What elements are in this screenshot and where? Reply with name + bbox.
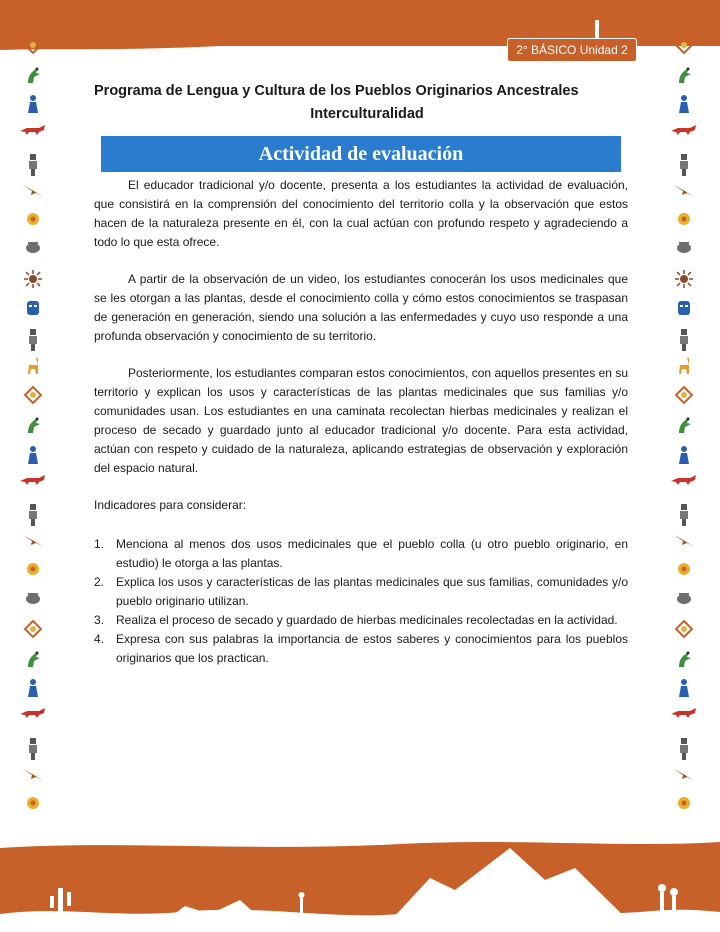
- diamond-ornament-icon: [667, 386, 701, 415]
- list-number: 4.: [94, 632, 105, 646]
- sun-ornament-icon: [667, 270, 701, 299]
- diamond-ornament-icon: [16, 620, 50, 649]
- fox-ornament-icon: [667, 707, 701, 736]
- bird-ornament-icon: [16, 415, 50, 444]
- condor-ornament-icon: [667, 182, 701, 211]
- program-title: Programa de Lengua y Cultura de los Pueblos Originarios Ancestrales: [94, 83, 579, 99]
- condor-ornament-icon: [16, 182, 50, 211]
- flower-ornament-icon: [667, 211, 701, 240]
- figure-ornament-icon: [16, 445, 50, 474]
- document-body: [94, 176, 628, 668]
- flower-ornament-icon: [667, 561, 701, 590]
- list-text: Expresa con sus palabras la importancia de estos saberes y conocimientos para los pueblos originarios que los practican.: [116, 632, 628, 665]
- left-ornament-column: [16, 36, 50, 824]
- indicators-heading: Indicadores para considerar:: [94, 498, 247, 512]
- list-text: Realiza el proceso de secado y guardado de hierbas medicinales recolectadas en la actividad.: [116, 613, 618, 627]
- pot-ornament-icon: [16, 591, 50, 620]
- condor-ornament-icon: [667, 766, 701, 795]
- landscape-footer-illustration: [0, 818, 720, 932]
- paragraph: Posteriormente, los estudiantes comparan estos conocimientos, con aquellos presentes en su territorio y explican los usos y características de las plantas medicinales que sus familias y/o comunidades usan. Los estudiantes en una caminata recolectan hierbas medicinales y realizan el proceso de secado y guardado junto al educador tradicional y/o docente. Para esta actividad, actúan con respeto y cuidado de la naturaleza, aplicando estrategias de observación y exploración del espacio natural.: [94, 366, 628, 475]
- bird-ornament-icon: [667, 649, 701, 678]
- list-text: Menciona al menos dos usos medicinales que el pueblo colla (u otro pueblo originario, en estudio) le otorga a las plantas.: [116, 537, 628, 570]
- list-item: [94, 611, 628, 630]
- totem-ornament-icon: [667, 503, 701, 532]
- fox-ornament-icon: [16, 474, 50, 503]
- fox-ornament-icon: [16, 124, 50, 153]
- bird-ornament-icon: [667, 65, 701, 94]
- program-subtitle: Interculturalidad: [310, 106, 424, 122]
- totem-ornament-icon: [667, 328, 701, 357]
- badge-tab: [595, 20, 599, 38]
- list-number: 2.: [94, 575, 105, 589]
- paragraph: El educador tradicional y/o docente, presenta a los estudiantes la actividad de evaluación, que consistirá en la comprensión del conocimiento del territorio colla y la observación que estos hacen de la naturaleza presente en él, con la cual actúan con profundo respeto y agradeciendo a todo lo que esta ofrece.: [94, 178, 628, 249]
- llama-ornament-icon: [667, 357, 701, 386]
- pot-ornament-icon: [667, 240, 701, 269]
- paragraph: A partir de la observación de un video, los estudiantes conocerán los usos medicinales que se les otorgan a las plantas, desde el conocimiento colla y cómo estos conocimientos se traspasan de generación en generación, siendo una solución a las enfermedades y cuyo uso responde a una profunda observación y conocimiento de su territorio.: [94, 272, 628, 343]
- totem-ornament-icon: [16, 737, 50, 766]
- indicators-list: [94, 535, 628, 668]
- figure-ornament-icon: [16, 678, 50, 707]
- figure-ornament-icon: [667, 678, 701, 707]
- figure-ornament-icon: [667, 94, 701, 123]
- right-ornament-column: [667, 36, 701, 824]
- list-number: 1.: [94, 537, 105, 551]
- bird-ornament-icon: [16, 649, 50, 678]
- totem-ornament-icon: [16, 328, 50, 357]
- sun-ornament-icon: [16, 270, 50, 299]
- condor-ornament-icon: [667, 532, 701, 561]
- pot-ornament-icon: [667, 591, 701, 620]
- mask-ornament-icon: [667, 299, 701, 328]
- bird-ornament-icon: [16, 65, 50, 94]
- activity-title-banner: Actividad de evaluación: [101, 136, 621, 172]
- llama-ornament-icon: [16, 357, 50, 386]
- figure-ornament-icon: [667, 445, 701, 474]
- list-text: Explica los usos y características de las plantas medicinales que sus familias, comunidades y/o pueblo originario utilizan.: [116, 575, 628, 608]
- figure-ornament-icon: [16, 94, 50, 123]
- pot-ornament-icon: [16, 240, 50, 269]
- diamond-ornament-icon: [16, 386, 50, 415]
- list-number: 3.: [94, 613, 105, 627]
- fox-ornament-icon: [667, 474, 701, 503]
- totem-ornament-icon: [667, 737, 701, 766]
- condor-ornament-icon: [16, 532, 50, 561]
- list-item: [94, 535, 628, 573]
- diamond-ornament-icon: [667, 620, 701, 649]
- mask-ornament-icon: [16, 299, 50, 328]
- unit-badge: 2° BÁSICO Unidad 2: [507, 38, 637, 62]
- list-item: [94, 630, 628, 668]
- bird-ornament-icon: [667, 415, 701, 444]
- diamond-ornament-icon: [16, 36, 50, 65]
- diamond-ornament-icon: [667, 36, 701, 65]
- fox-ornament-icon: [667, 124, 701, 153]
- totem-ornament-icon: [667, 153, 701, 182]
- condor-ornament-icon: [16, 766, 50, 795]
- totem-ornament-icon: [16, 503, 50, 532]
- flower-ornament-icon: [16, 561, 50, 590]
- list-item: [94, 573, 628, 611]
- totem-ornament-icon: [16, 153, 50, 182]
- fox-ornament-icon: [16, 707, 50, 736]
- flower-ornament-icon: [16, 211, 50, 240]
